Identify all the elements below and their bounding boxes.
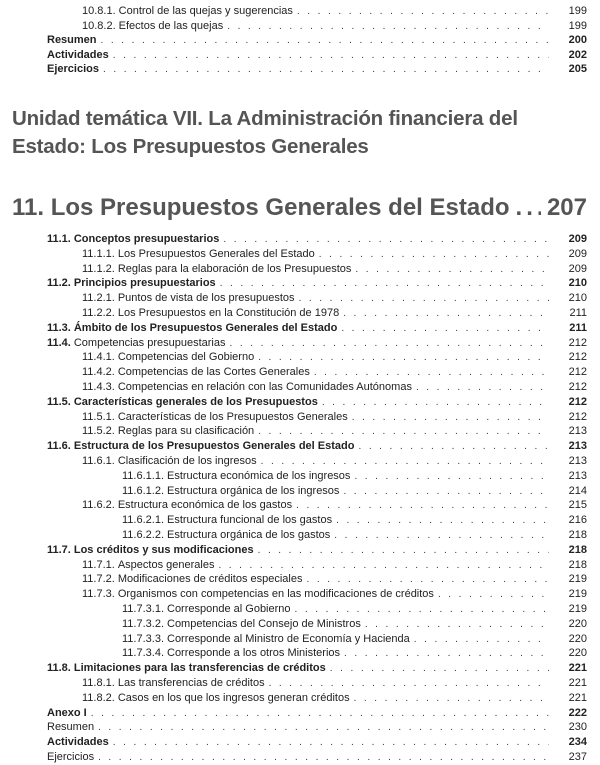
chapter-title: 11. Los Presupuestos Generales del Estado: [12, 194, 510, 221]
entry-text: Actividades: [47, 48, 109, 61]
entry-page: 199: [568, 5, 587, 17]
entry-page: 211: [569, 307, 587, 319]
dot-leader: [334, 529, 549, 543]
entry-number: 11.1.2.: [82, 262, 115, 275]
entry-page: 202: [568, 48, 587, 61]
toc-entry[interactable]: [82, 498, 587, 512]
dot-leader: [258, 351, 549, 365]
toc-entry[interactable]: [122, 484, 587, 498]
entry-text: Las transferencias de créditos: [117, 677, 265, 689]
dot-leader: [103, 63, 549, 77]
dot-leader: [113, 49, 549, 63]
entry-title: [47, 321, 341, 335]
entry-text: Resumen: [47, 721, 95, 734]
entry-page: 212: [568, 395, 587, 408]
entry-title: [47, 720, 98, 734]
dot-leader: [516, 194, 541, 222]
toc-entry[interactable]: [47, 706, 587, 720]
entry-page: 209: [568, 247, 587, 260]
entry-number: 11.2.: [47, 277, 71, 290]
entry-title: [122, 632, 414, 646]
entry-title: [47, 33, 101, 47]
entry-page: 219: [568, 573, 587, 586]
entry-text: Corresponde al Gobierno: [167, 603, 291, 615]
toc-entry[interactable]: [82, 365, 587, 379]
dot-leader: [296, 499, 549, 513]
entry-title: [82, 572, 306, 586]
entry-text: Aspectos generales: [117, 558, 215, 571]
toc-entry[interactable]: [82, 247, 587, 261]
dot-leader: [218, 559, 549, 573]
entry-number: 11.4.2.: [82, 366, 115, 379]
entry-title: [47, 336, 230, 350]
entry-number: 11.7.3.: [82, 588, 115, 601]
dot-leader: [258, 425, 549, 439]
entry-title: [82, 498, 296, 512]
entry-number: 11.5.2.: [82, 425, 115, 438]
entry-title: [82, 365, 314, 379]
dot-leader: [343, 307, 549, 321]
entry-number: 11.8.1.: [82, 677, 115, 689]
dot-leader: [220, 277, 549, 291]
entry-page: 213: [568, 440, 587, 453]
toc-entry[interactable]: [47, 661, 587, 675]
entry-text: Control de las quejas y sugerencias: [118, 5, 293, 17]
toc-entry[interactable]: [122, 513, 587, 527]
entry-number: 11.7.3.1.: [122, 603, 164, 615]
entry-title: [82, 424, 258, 438]
entry-page: 221: [568, 662, 587, 675]
entry-page: 213: [568, 469, 587, 482]
entry-text: Estructura económica de los ingresos: [167, 469, 351, 482]
entry-title: [47, 543, 258, 557]
entry-number: 11.6.1.1.: [122, 469, 164, 482]
toc-entry[interactable]: [82, 19, 587, 33]
unit-title-line-2: Estado: Los Presupuestos Generales: [12, 135, 369, 158]
entry-title: [82, 410, 352, 424]
entry-text: Corresponde a los otros Ministerios: [167, 647, 341, 660]
dot-leader: [341, 322, 549, 336]
dot-leader: [98, 721, 549, 735]
entry-text: Limitaciones para las transferencias de créditos: [73, 662, 326, 675]
entry-page: 220: [568, 632, 587, 645]
entry-title: [82, 262, 355, 276]
toc-entry[interactable]: [47, 33, 587, 47]
dot-leader: [223, 233, 549, 247]
entry-page: 220: [568, 617, 587, 630]
entry-number: 11.6.1.: [82, 455, 115, 467]
entry-number: 11.6.: [47, 440, 71, 453]
entry-title: [82, 587, 438, 601]
toc-entry[interactable]: [47, 48, 587, 62]
toc-entry[interactable]: [82, 262, 587, 276]
entry-page: 222: [568, 706, 587, 719]
entry-text: Estructura funcional de los gastos: [167, 514, 333, 527]
entry-page: 215: [568, 499, 587, 512]
entry-number: 11.7.2.: [82, 573, 115, 586]
entry-title: [47, 62, 103, 76]
entry-page: 209: [568, 262, 587, 275]
dot-leader: [358, 440, 549, 454]
toc-entry[interactable]: [122, 528, 587, 542]
entry-text: Los créditos y sus modificaciones: [73, 543, 254, 556]
entry-text: Puntos de vista de los presupuestos: [117, 292, 295, 305]
entry-page: 221: [568, 691, 587, 704]
entry-page: 234: [568, 736, 587, 749]
entry-page: 219: [568, 603, 587, 615]
entry-text: Estructura de los Presupuestos Generales del Estado: [73, 440, 355, 453]
entry-number: 11.1.: [47, 233, 71, 245]
toc-entry[interactable]: [82, 410, 587, 424]
toc-entry[interactable]: [82, 572, 587, 586]
toc-entry[interactable]: [122, 617, 587, 631]
entry-number: 11.6.2.: [82, 499, 115, 512]
dot-leader: [113, 736, 549, 750]
dot-leader: [319, 248, 549, 262]
entry-number: 11.7.3.3.: [122, 632, 164, 645]
dot-leader: [438, 588, 549, 602]
dot-leader: [297, 5, 549, 19]
toc-entry[interactable]: [47, 62, 587, 76]
dot-leader: [343, 485, 549, 499]
entry-page: 221: [568, 677, 587, 689]
entry-title: [47, 661, 330, 675]
toc-entry[interactable]: [122, 646, 587, 660]
entry-number: 10.8.2.: [82, 19, 116, 32]
entry-title: [47, 750, 98, 764]
entry-page: 213: [568, 455, 587, 467]
entry-number: 11.4.3.: [82, 381, 115, 393]
entry-title: [82, 350, 258, 364]
entry-text: Corresponde al Ministro de Economía y Hacienda: [167, 632, 410, 645]
entry-number: 11.5.: [47, 395, 71, 408]
entry-text: Características de los Presupuestos Generales: [117, 410, 348, 423]
entry-number: 11.7.: [47, 543, 71, 556]
dot-leader: [295, 603, 549, 617]
entry-title: [47, 439, 358, 453]
entry-text: Efectos de las quejas: [118, 19, 224, 32]
dot-leader: [336, 514, 549, 528]
entry-text: Competencias en relación con las Comunidades Autónomas: [117, 381, 412, 393]
entry-title: [82, 454, 261, 468]
entry-title: [82, 247, 319, 261]
entry-text: Organismos con competencias en las modificaciones de créditos: [117, 588, 434, 601]
entry-page: 216: [568, 514, 587, 527]
entry-text: Clasificación de los ingresos: [117, 455, 257, 467]
entry-page: 209: [568, 233, 587, 245]
entry-page: 213: [568, 425, 587, 438]
entry-text: Modificaciones de créditos especiales: [117, 573, 303, 586]
dot-leader: [299, 292, 549, 306]
dot-leader: [354, 692, 549, 706]
entry-title: [82, 291, 299, 305]
chapter-heading[interactable]: [12, 194, 587, 222]
entry-text: Actividades: [47, 736, 109, 749]
entry-page: 218: [568, 543, 587, 556]
entry-page: 205: [568, 63, 587, 76]
entry-text: Reglas para su clasificación: [117, 425, 255, 438]
entry-number: 11.1.1.: [82, 247, 115, 260]
entry-text: Competencias presupuestarias: [73, 336, 226, 349]
toc-entry[interactable]: [82, 454, 587, 468]
entry-title: [122, 484, 343, 498]
entry-title: [122, 469, 354, 483]
dot-leader: [258, 544, 549, 558]
entry-text: Resumen: [47, 34, 97, 47]
toc-entry[interactable]: [47, 543, 587, 557]
entry-text: Características generales de los Presupuestos: [73, 395, 318, 408]
entry-number: 11.2.1.: [82, 292, 115, 305]
entry-title: [122, 602, 295, 616]
dot-leader: [355, 263, 549, 277]
entry-text: Estructura económica de los gastos: [117, 499, 293, 512]
entry-page: 199: [568, 19, 587, 32]
entry-page: 218: [568, 558, 587, 571]
entry-text: Principios presupuestarios: [73, 277, 216, 290]
toc-entry[interactable]: [47, 720, 587, 734]
chapter-page: 207: [546, 194, 587, 221]
entry-title: [47, 395, 322, 409]
toc-entry[interactable]: [122, 632, 587, 646]
entry-number: 11.6.1.2.: [122, 484, 164, 497]
toc-entry[interactable]: [82, 587, 587, 601]
entry-title: [47, 232, 223, 246]
entry-title: [122, 513, 336, 527]
entry-page: 237: [568, 751, 587, 763]
entry-page: 210: [568, 292, 587, 305]
toc-entry[interactable]: [47, 395, 587, 409]
entry-text: Conceptos presupuestarios: [73, 233, 220, 245]
entry-text: Casos en los que los ingresos generan créditos: [117, 691, 350, 704]
entry-text: Anexo I: [47, 706, 87, 719]
entry-number: 11.2.2.: [82, 307, 115, 319]
entry-page: 210: [568, 277, 587, 290]
entry-title: [47, 276, 220, 290]
dot-leader: [227, 20, 549, 34]
entry-title: [47, 706, 91, 720]
entry-page: 220: [568, 647, 587, 660]
entry-page: 212: [568, 410, 587, 423]
dot-leader: [330, 662, 549, 676]
entry-number: 11.7.1.: [82, 558, 115, 571]
toc-entry[interactable]: [47, 735, 587, 749]
dot-leader: [91, 707, 549, 721]
entry-title: [122, 617, 365, 631]
entry-title: [82, 19, 227, 33]
unit-title-line-1: Unidad temática VII. La Administración financiera del: [12, 107, 518, 130]
entry-text: Ámbito de los Presupuestos Generales del Estado: [73, 321, 338, 334]
toc-entry[interactable]: [82, 350, 587, 364]
entry-title: [82, 691, 354, 705]
entry-number: 11.4.1.: [82, 351, 115, 364]
entry-page: 212: [568, 381, 587, 393]
dot-leader: [261, 455, 549, 469]
dot-leader: [306, 573, 549, 587]
dot-leader: [98, 751, 549, 765]
entry-title: [47, 48, 113, 62]
entry-number: 11.3.: [47, 321, 71, 334]
entry-text: Ejercicios: [47, 751, 95, 763]
dot-leader: [269, 677, 549, 691]
toc-entry[interactable]: [47, 276, 587, 290]
dot-leader: [230, 337, 550, 351]
entry-title: [82, 380, 416, 394]
dot-leader: [352, 411, 549, 425]
dot-leader: [414, 633, 549, 647]
toc-entry[interactable]: [82, 4, 587, 18]
entry-title: [47, 735, 113, 749]
entry-text: Estructura orgánica de los gastos: [167, 529, 331, 541]
toc-entry[interactable]: [82, 291, 587, 305]
toc-entry[interactable]: [82, 306, 587, 320]
toc-entry[interactable]: [122, 602, 587, 616]
toc-entry[interactable]: [82, 424, 587, 438]
entry-page: 219: [568, 588, 587, 601]
entry-title: [122, 528, 334, 542]
entry-text: Estructura orgánica de los ingresos: [167, 484, 340, 497]
entry-page: 214: [568, 484, 587, 497]
entry-page: 230: [568, 721, 587, 734]
entry-number: 11.5.1.: [82, 410, 115, 423]
entry-title: [82, 558, 218, 572]
entry-page: 212: [568, 366, 587, 379]
toc-entry[interactable]: [47, 336, 587, 350]
toc-entry[interactable]: [47, 750, 587, 764]
toc-entry[interactable]: [82, 380, 587, 394]
toc-entry[interactable]: [82, 558, 587, 572]
toc-entry[interactable]: [47, 232, 587, 246]
entry-page: 212: [568, 336, 587, 349]
dot-leader: [354, 470, 549, 484]
entry-number: 11.7.3.2.: [122, 617, 164, 630]
entry-number: 11.8.: [47, 662, 71, 675]
toc-entry[interactable]: [82, 691, 587, 705]
entry-title: [82, 306, 343, 320]
dot-leader: [416, 381, 549, 395]
entry-number: 10.8.1.: [82, 5, 116, 17]
dot-leader: [101, 34, 549, 48]
entry-text: Competencias del Consejo de Ministros: [167, 617, 361, 630]
dot-leader: [365, 618, 549, 632]
entry-page: 200: [568, 34, 587, 47]
dot-leader: [322, 396, 549, 410]
entry-title: [122, 646, 344, 660]
entry-text: Competencias del Gobierno: [117, 351, 255, 364]
entry-text: Los Presupuestos en la Constitución de 1978: [117, 307, 340, 319]
entry-number: 11.7.3.4.: [122, 647, 164, 660]
entry-text: Ejercicios: [47, 63, 99, 76]
entry-title: [82, 4, 297, 18]
entry-number: 11.4.: [47, 336, 71, 349]
toc-entry[interactable]: [82, 676, 587, 690]
entry-page: 211: [569, 321, 587, 334]
entry-text: Los Presupuestos Generales del Estado: [117, 247, 315, 260]
toc-entry[interactable]: [47, 439, 587, 453]
entry-number: 11.6.2.2.: [122, 529, 164, 541]
dot-leader: [314, 366, 549, 380]
entry-number: 11.8.2.: [82, 691, 115, 704]
toc-entry[interactable]: [47, 321, 587, 335]
entry-text: Competencias de las Cortes Generales: [117, 366, 310, 379]
entry-page: 218: [568, 529, 587, 541]
entry-number: 11.6.2.1.: [122, 514, 164, 527]
entry-title: [82, 676, 269, 690]
toc-entry[interactable]: [122, 469, 587, 483]
entry-text: Reglas para la elaboración de los Presupuestos: [117, 262, 352, 275]
entry-page: 212: [568, 351, 587, 364]
dot-leader: [344, 647, 549, 661]
